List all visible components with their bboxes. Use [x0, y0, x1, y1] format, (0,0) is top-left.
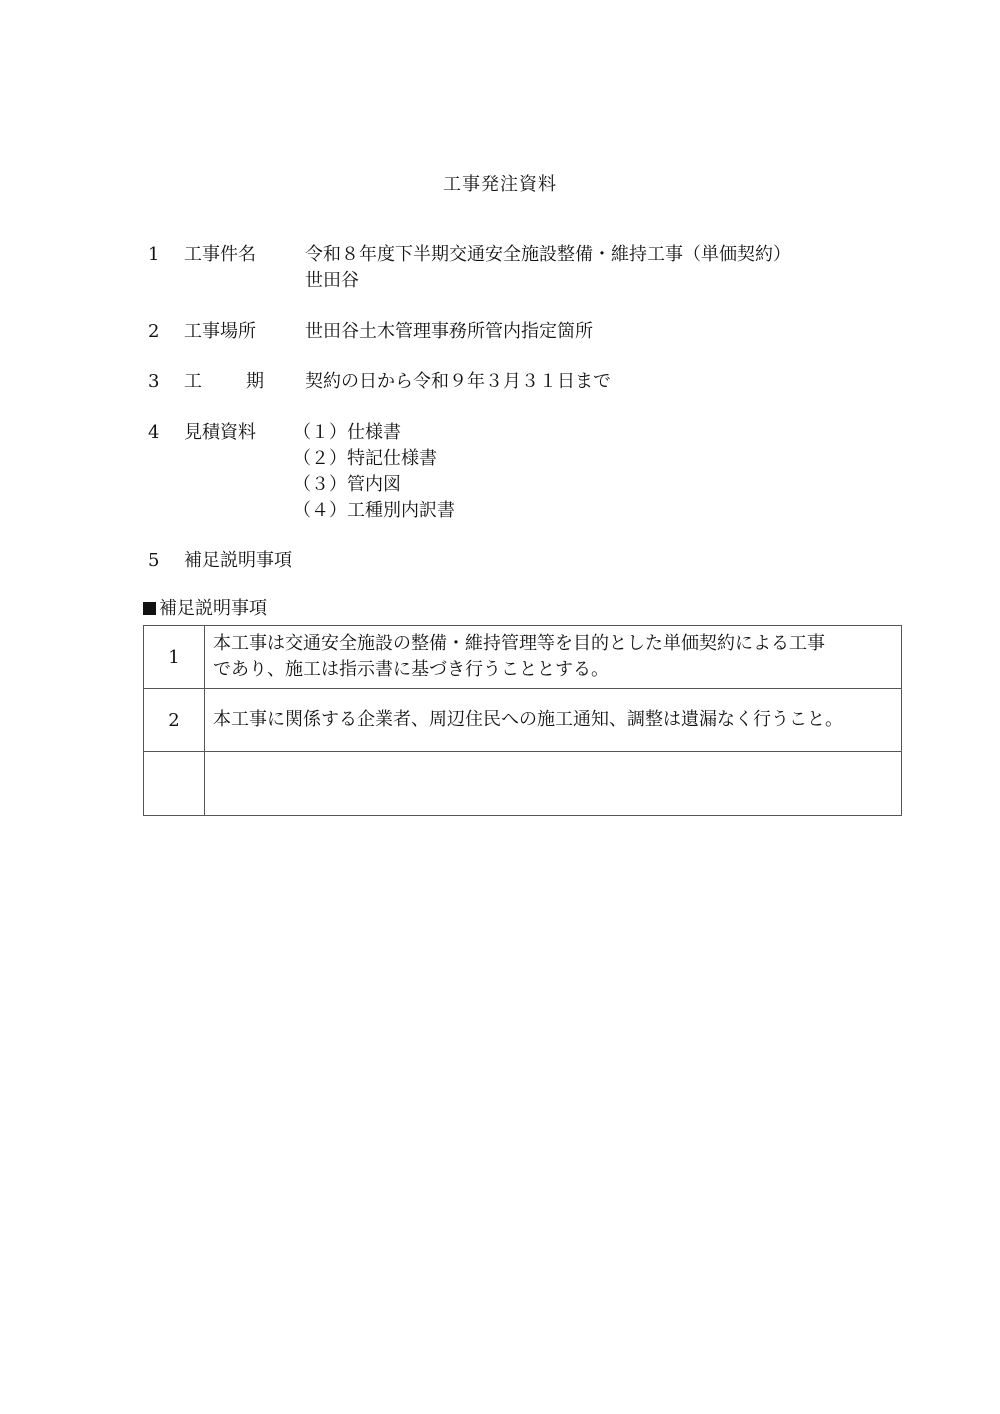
item-label: 補足説明事項 — [184, 550, 292, 571]
notes-heading-text: 補足説明事項 — [159, 598, 267, 619]
item-value: 世田谷土木管理事務所管内指定箇所 — [305, 321, 593, 342]
notes-table — [143, 625, 902, 816]
item-number: 1 — [148, 244, 160, 265]
item-label: 見積資料 — [184, 422, 256, 443]
row-text — [205, 752, 902, 816]
black-square-icon — [143, 602, 156, 615]
notes-heading — [143, 597, 267, 621]
row-text-line: 本工事に関係する企業者、周辺住民への施工通知、調整は遺漏なく行うこと。 — [213, 709, 843, 730]
item-label-char: 期 — [246, 371, 264, 392]
item-number: 4 — [148, 422, 160, 443]
row-number — [144, 752, 205, 816]
item-label: 工事件名 — [184, 244, 256, 265]
item-number: 3 — [148, 371, 160, 392]
item-number: 5 — [148, 550, 160, 571]
sub-item: （１）仕様書 — [293, 422, 401, 443]
item-value: 契約の日から令和９年３月３１日まで — [305, 371, 611, 392]
sub-item: （４）工種別内訳書 — [293, 500, 455, 521]
item-value-line: 令和８年度下半期交通安全施設整備・維持工事（単価契約） — [305, 244, 791, 265]
item-label: 工事場所 — [184, 321, 256, 342]
table-row — [144, 689, 902, 752]
row-text — [205, 626, 902, 689]
sub-item: （３）管内図 — [293, 474, 401, 495]
item-label-char: 工 — [184, 371, 202, 392]
item-label — [184, 370, 264, 394]
row-text — [205, 689, 902, 752]
sub-item: （２）特記仕様書 — [293, 448, 437, 469]
item-value-line: 世田谷 — [305, 270, 359, 291]
row-number: 1 — [144, 626, 205, 689]
document-title: 工事発注資料 — [443, 174, 557, 195]
row-text-line: 本工事は交通安全施設の整備・維持管理等を目的とした単価契約による工事 — [213, 633, 825, 654]
row-number: 2 — [144, 689, 205, 752]
row-text-line: であり、施工は指示書に基づき行うこととする。 — [213, 659, 609, 680]
item-number: 2 — [148, 321, 160, 342]
table-row — [144, 752, 902, 816]
table-row — [144, 626, 902, 689]
